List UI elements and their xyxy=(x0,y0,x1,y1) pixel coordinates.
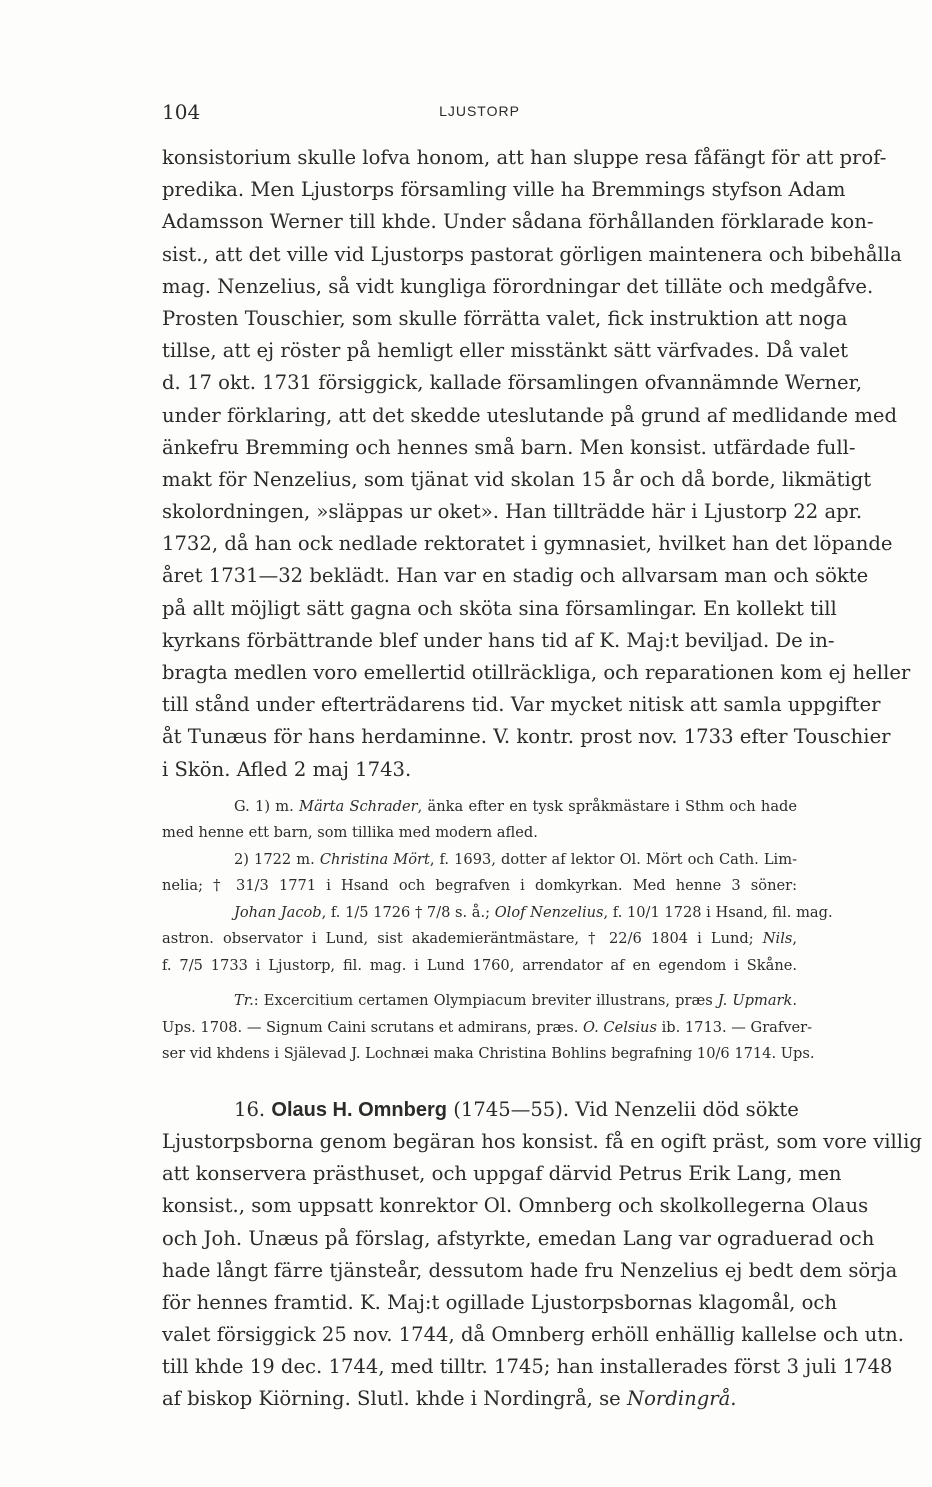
note-text: , f. 1693, dotter af lektor Ol. Mört och Cath. Lim- xyxy=(429,850,797,868)
text-line: att konservera prästhuset, och uppgaf därvid Petrus Erik Lang, men xyxy=(162,1162,842,1186)
text-span: . xyxy=(730,1387,737,1411)
body-paragraph xyxy=(162,142,911,786)
text-line: kyrkans förbättrande blef under hans tid af K. Maj:t beviljad. De in- xyxy=(162,628,835,652)
text-line: skolordningen, »släppas ur oket». Han tillträdde här i Ljustorp 22 apr. xyxy=(162,500,863,524)
text-line: änkefru Bremming och hennes små barn. Men konsist. utfärdade full- xyxy=(162,435,856,459)
text-line: Vid Nenzelii död sökte xyxy=(575,1097,799,1121)
note-g1-line xyxy=(162,794,797,821)
note-g2-line xyxy=(162,926,797,953)
section-heading-line xyxy=(162,1094,797,1126)
text-line xyxy=(162,1383,797,1415)
author-name: O. Celsius xyxy=(583,1018,657,1036)
footnotes xyxy=(162,794,833,1068)
note-prefix: G. 1) m. xyxy=(234,797,299,815)
text-line: i Skön. Afled 2 maj 1743. xyxy=(162,757,412,781)
text-line: 1732, då han ock nedlade rektoratet i gymnasiet, hvilket han det löpande xyxy=(162,532,893,556)
text-line: för hennes framtid. K. Maj:t ogillade Ljustorpsbornas klagomål, och xyxy=(162,1290,838,1314)
son-name: Olof Nenzelius xyxy=(494,903,604,921)
note-text: Ups. 1708. — Signum Caini scrutans et admirans, præs. xyxy=(162,1018,584,1036)
section-years: (1745—55). xyxy=(453,1097,570,1121)
note-text: , f. 1/5 1726 † 7/8 s. å.; xyxy=(321,903,495,921)
note-g2-line xyxy=(162,847,797,874)
text-line: bragta medlen voro emellertid otillräckliga, och reparationen kom ej heller xyxy=(162,661,911,684)
priest-name: Olaus H. Omnberg xyxy=(271,1098,447,1121)
text-line: året 1731—32 beklädt. Han var en stadig och allvarsam man och sökte xyxy=(162,564,869,588)
text-line: tillse, att ej röster på hemligt eller misstänkt sätt värfvades. Då valet xyxy=(162,339,849,363)
text-line: till khde 19 dec. 1744, med tilltr. 1745; han installerades först 3 juli 1748 xyxy=(162,1355,893,1379)
note-text: : Excercitium certamen Olympiacum breviter illustrans, præs xyxy=(253,992,718,1010)
text-line: Adamsson Werner till khde. Under sådana förhållanden förklarade kon- xyxy=(162,210,874,234)
page-number: 104 xyxy=(162,100,201,124)
text-line: till stånd under efterträdarens tid. Var mycket nitisk att samla uppgifter xyxy=(162,693,881,717)
text-line: makt för Nenzelius, som tjänat vid skolan 15 år och då borde, likmätigt xyxy=(162,467,872,491)
note-g2-line: nelia; † 31/3 1771 i Hsand och begrafven i domkyrkan. Med henne 3 söner: xyxy=(162,877,797,895)
text-line: Prosten Touschier, som skulle förrätta valet, fick instruktion att noga xyxy=(162,306,848,330)
section-gap xyxy=(162,1068,797,1094)
text-line: mag. Nenzelius, så vidt kungliga förordningar det tilläte och medgåfve. xyxy=(162,274,874,298)
text-line: sist., att det ville vid Ljustorps pastorat görligen maintenera och bibehålla xyxy=(162,242,902,266)
text-line: åt Tunæus för hans herdaminne. V. kontr. prost nov. 1733 efter Touschier xyxy=(162,725,891,749)
place-name: Nordingrå xyxy=(626,1387,731,1411)
note-tr-line xyxy=(162,988,797,1015)
note-text: ib. 1713. — Grafver- xyxy=(656,1018,813,1036)
text-line: predika. Men Ljustorps församling ville ha Bremmings styfson Adam xyxy=(162,178,846,202)
text-line: valet försiggick 25 nov. 1744, då Omnberg erhöll enhällig kallelse och utn. xyxy=(162,1323,904,1347)
text-line: på allt möjligt sätt gagna och sköta sina församlingar. En kollekt till xyxy=(162,596,837,620)
note-gap xyxy=(162,979,797,988)
text-line: under förklaring, att det skedde uteslutande på grund af medlidande med xyxy=(162,403,898,427)
note-text: . xyxy=(792,992,798,1010)
wife-name: Märta Schrader xyxy=(299,797,418,815)
text-line: och Joh. Unæus på förslag, afstyrkte, emedan Lang var ograduerad och xyxy=(162,1226,875,1250)
note-g1-line: med henne ett barn, som tillika med modern afled. xyxy=(162,824,538,842)
text-line: konsistorium skulle lofva honom, att han sluppe resa fåfängt för att prof- xyxy=(162,146,887,169)
text-line: Ljustorpsborna genom begäran hos konsist. få en ogift präst, som vore villig xyxy=(162,1129,922,1153)
main-text xyxy=(162,142,922,1416)
running-title: LJUSTORP xyxy=(439,103,520,119)
son-name: Nils xyxy=(762,930,793,948)
section-16 xyxy=(162,1094,922,1416)
page-header xyxy=(162,100,797,130)
text-line: konsist., som uppsatt konrektor Ol. Omnberg och skolkollegerna Olaus xyxy=(162,1194,869,1218)
note-text: , xyxy=(792,930,797,948)
note-prefix: 2) 1722 m. xyxy=(234,850,320,868)
text-span: af biskop Kiörning. Slutl. khde i Nordingrå, se xyxy=(162,1387,627,1411)
son-name: Johan Jacob xyxy=(234,903,322,921)
note-text: astron. observator i Lund, sist akademieräntmästare, † 22/6 1804 i Lund; xyxy=(162,930,763,948)
note-text: , f. 10/1 1728 i Hsand, fil. mag. xyxy=(603,903,833,921)
note-text: , änka efter en tysk språkmästare i Sthm och hade xyxy=(417,797,797,815)
section-number: 16. xyxy=(234,1097,266,1121)
note-tr-line xyxy=(162,1015,813,1042)
author-name: J. Upmark xyxy=(717,992,793,1010)
note-g2-line: f. 7/5 1733 i Ljustorp, fil. mag. i Lund 1760, arrendator af en egendom i Skåne. xyxy=(162,956,797,974)
note-tr-line: ser vid khdens i Själevad J. Lochnæi maka Christina Bohlins begrafning 10/6 1714. Ups. xyxy=(162,1045,815,1063)
wife-name: Christina Mört xyxy=(319,850,430,868)
note-label: Tr. xyxy=(234,992,254,1010)
text-line: d. 17 okt. 1731 försiggick, kallade församlingen ofvannämnde Werner, xyxy=(162,371,863,395)
text-line: hade långt färre tjänsteår, dessutom hade fru Nenzelius ej bedt dem sörja xyxy=(162,1258,898,1282)
note-g2-line xyxy=(162,900,833,927)
